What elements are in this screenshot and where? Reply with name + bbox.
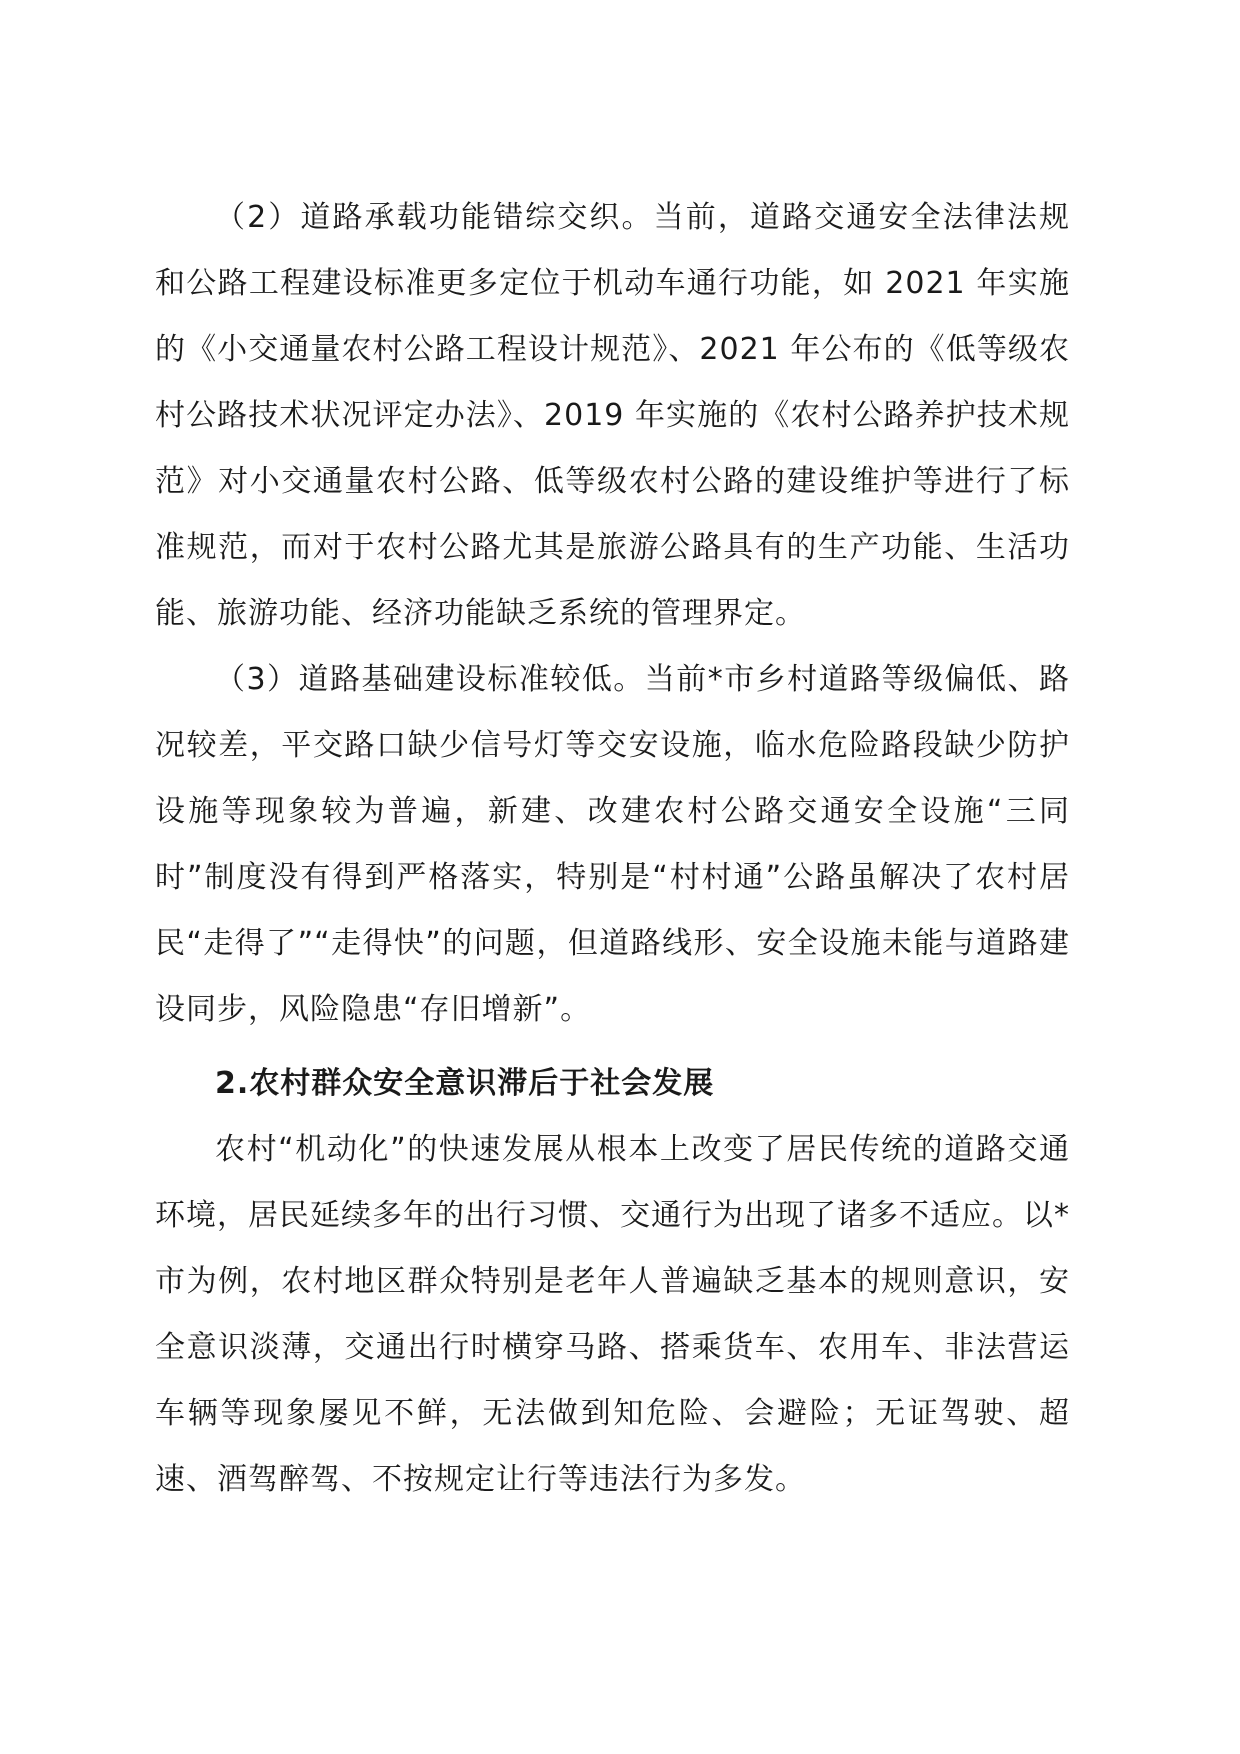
paragraph-safety-awareness: 农村“机动化”的快速发展从根本上改变了居民传统的道路交通环境，居民延续多年的出行习惯、交通行为出现了诸多不适应。以*市为例，农村地区群众特别是老年人普遍缺乏基本的规则意识，安全意识淡薄，交通出行时横穿马路、搭乘货车、农用车、非法营运车辆等现象屡见不鲜，无法做到知危险、会避险；无证驾驶、超速、酒驾醉驾、不按规定让行等违法行为多发。 xyxy=(155,1132,1070,1497)
paragraph-road-standard: （3）道路基础建设标准较低。当前*市乡村道路等级偏低、路况较差，平交路口缺少信号灯等交安设施，临水危险路段缺少防护设施等现象较为普遍，新建、改建农村公路交通安全设施“三同时”制度没有得到严格落实，特别是“村村通”公路虽解决了农村居民“走得了”“走得快”的问题，但道路线形、安全设施未能与道路建设同步，风险隐患“存旧增新”。 xyxy=(155,662,1070,1027)
section-heading: 2.农村群众安全意识滞后于社会发展 xyxy=(215,1066,715,1101)
paragraph-road-function: （2）道路承载功能错综交织。当前，道路交通安全法律法规和公路工程建设标准更多定位于机动车通行功能，如 2021 年实施的《小交通量农村公路工程设计规范》、2021 年公布的《低等级农村公路技术状况评定办法》、2019 年实施的《农村公路养护技术规范》对小交通量农村公路、低等级农村公路的建设维护等进行了标准规范，而对于农村公路尤其是旅游公路具有的生产功能、生活功能、旅游功能、经济功能缺乏系统的管理界定。 xyxy=(155,200,1070,631)
